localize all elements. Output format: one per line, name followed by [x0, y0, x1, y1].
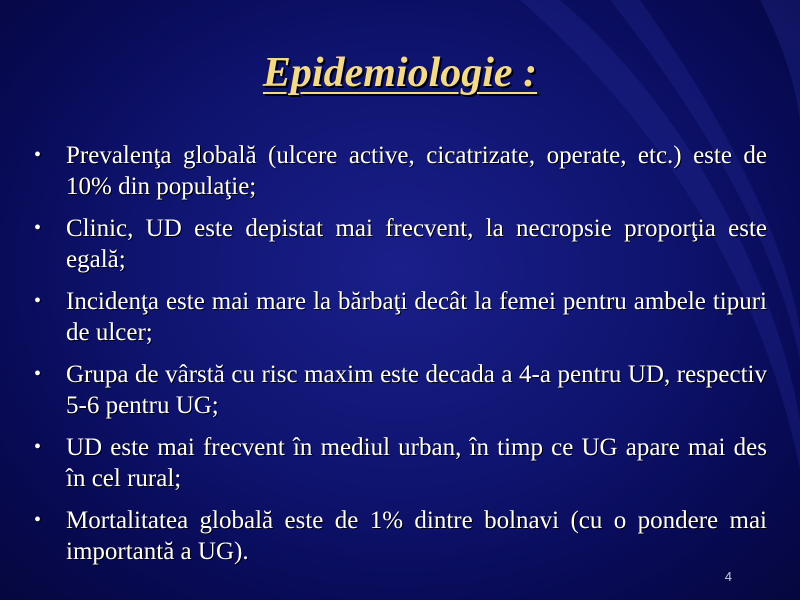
bullet-icon: • — [34, 436, 42, 458]
bullet-text: Prevalenţa globală (ulcere active, cicatrizate, operate, etc.) este de 10% din populaţie; — [66, 142, 767, 200]
bullet-item — [32, 286, 767, 348]
bullet-item — [32, 140, 767, 202]
bullet-icon: • — [34, 509, 42, 531]
bullet-icon: • — [34, 290, 42, 312]
bullet-item — [32, 359, 767, 421]
bullet-list — [32, 140, 767, 578]
bullet-item — [32, 505, 767, 567]
bullet-icon: • — [34, 363, 42, 385]
bullet-icon: • — [34, 217, 42, 239]
slide-title: Epidemiologie : — [262, 50, 538, 96]
bullet-text: Incidenţa este mai mare la bărbaţi decât la femei pentru ambele tipuri de ulcer; — [66, 288, 767, 346]
bullet-text: Mortalitatea globală este de 1% dintre bolnavi (cu o pondere mai importantă a UG). — [66, 507, 767, 565]
bullet-text: UD este mai frecvent în mediul urban, în timp ce UG apare mai des în cel rural; — [66, 434, 767, 492]
bullet-text: Clinic, UD este depistat mai frecvent, la necropsie proporţia este egală; — [66, 215, 767, 273]
bullet-text: Grupa de vârstă cu risc maxim este decada a 4-a pentru UD, respectiv 5-6 pentru UG; — [66, 361, 767, 419]
bullet-item — [32, 432, 767, 494]
bullet-item — [32, 213, 767, 275]
bullet-icon: • — [34, 144, 42, 166]
page-number: 4 — [724, 569, 732, 584]
